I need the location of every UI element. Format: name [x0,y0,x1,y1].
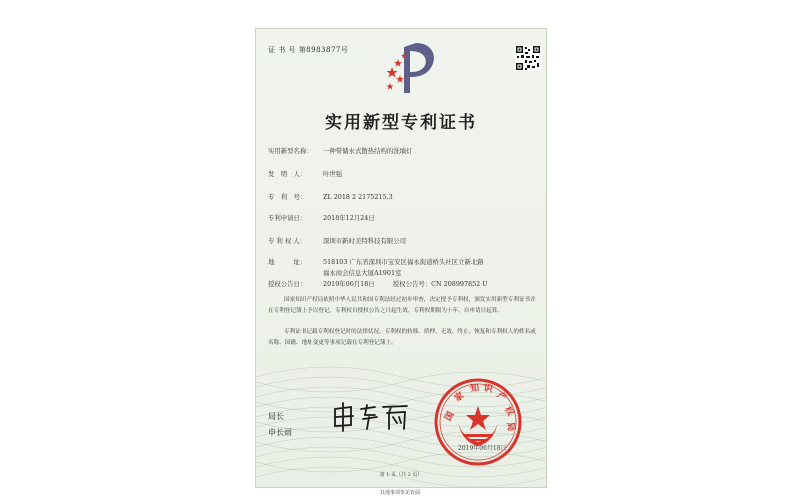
footnote: 其他事项参见背面 [379,490,420,496]
cnipa-emblem-icon [384,39,442,97]
director-signature-icon [331,401,411,433]
field-patent-number: 专 利 号： ZL 2018 2 2175215.3 [268,193,393,201]
page-number: 第 1 页（共 2 页） [379,472,423,478]
certificate-body-1: 国家知识产权局依照中华人民共和国专利法经过初步审查，决定授予专利权，颁发实用新型专利证书并在专利登记簿上予以登记。专利权自授权公告之日起生效。专利权期限为十年，自申请日起算。 [268,297,536,314]
certificate-body-2: 专利证书记载专利权登记时的法律状况。专利权的转移、质押、无效、终止、恢复和专利权人的姓名或名称、国籍、地址变更等事项记载在专利登记簿上。 [268,329,536,346]
svg-text:国: 国 [443,410,457,423]
director-name: 申长雨 [268,428,292,437]
field-grant-date: 授权公告日： 2019年06月18日 授权公告号：CN 208997852 U [268,280,488,288]
field-utility-model-name: 实用新型名称： 一种带储水式散热结构的洗墙灯 [268,147,413,155]
field-patentee: 专 利 权 人： 深圳市新时美特科技有限公司 [268,237,407,245]
svg-text:权: 权 [501,405,516,418]
svg-text:局: 局 [504,421,516,433]
field-inventor: 发 明 人： 叶世强 [268,170,343,178]
svg-text:家: 家 [453,390,467,405]
certificate-number: 证 书 号 第8983877号 [268,46,349,54]
certificate-title: 实用新型专利证书 [325,113,477,133]
qr-code-icon [515,45,541,71]
patent-certificate [255,28,547,488]
field-address-line-2: 福永商会信息大厦A1901室 [323,269,402,277]
director-title: 局长 [268,412,284,421]
svg-text:产: 产 [494,390,508,404]
field-application-date: 专利申请日： 2018年12月24日 [268,214,375,222]
svg-text:知: 知 [469,383,481,395]
field-address: 地 址： 518103 广东省深圳市宝安区福永街道桥头社区立新北路 [268,258,484,266]
svg-text:识: 识 [482,383,494,395]
official-seal-icon [432,376,524,468]
seal-date: 2019年06月18日 [458,445,507,452]
